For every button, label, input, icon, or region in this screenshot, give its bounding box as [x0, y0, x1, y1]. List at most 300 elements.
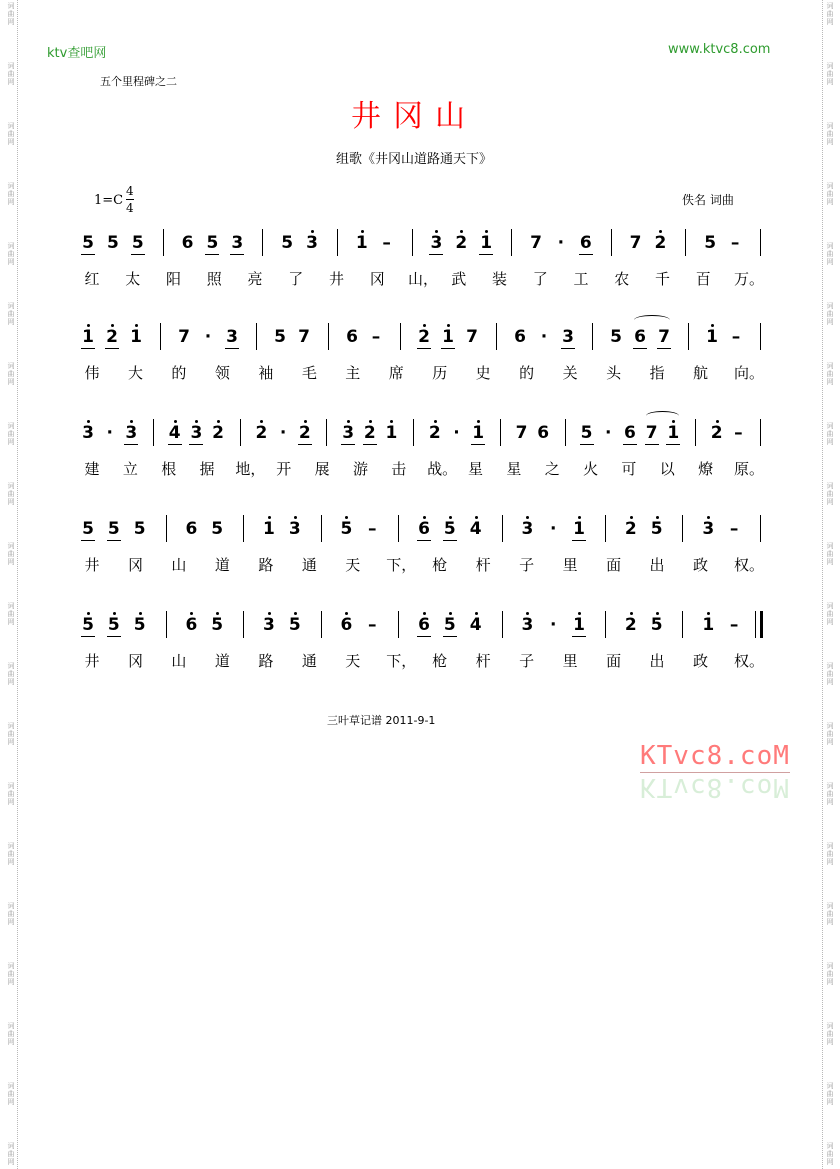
high-octave-dot: [87, 420, 90, 423]
lyric-char: 史: [475, 364, 491, 382]
lyric-char: 红: [84, 270, 100, 288]
barline: [760, 229, 761, 256]
time-signature: [126, 183, 134, 216]
note: 3: [231, 233, 244, 253]
barline: [262, 229, 263, 256]
lyric-char: 立: [122, 460, 138, 478]
barline: [413, 419, 414, 446]
note: 1: [472, 423, 485, 443]
barline: [685, 229, 686, 256]
high-octave-dot: [434, 420, 437, 423]
note: 5: [82, 233, 94, 253]
lyric-char: 路: [258, 556, 274, 574]
lyric-char: 权。: [734, 652, 765, 670]
lyric-char: 头: [606, 364, 622, 382]
margin-mark: 词 曲 网: [7, 482, 15, 506]
series-label: 五个里程碑之二: [100, 75, 177, 88]
lyric-char: 了: [532, 270, 548, 288]
high-octave-dot: [311, 230, 314, 233]
transcriber-credit: 三叶草记谱 2011-9-1: [327, 714, 436, 727]
duration-underline: [572, 540, 586, 541]
high-octave-dot: [656, 516, 659, 519]
lyric-char: 道: [214, 556, 230, 574]
lyric-char: 路: [258, 652, 274, 670]
lyric-char: 里: [562, 556, 578, 574]
lyric-char: 通: [301, 556, 317, 574]
note: 2: [710, 423, 723, 443]
margin-mark: 词 曲 网: [7, 782, 15, 806]
lyric-char: 伟: [84, 364, 100, 382]
note: 3: [125, 423, 138, 443]
lyric-char: 山: [171, 556, 187, 574]
lyric-char: 枪: [432, 556, 448, 574]
lyric-char: 可: [621, 460, 637, 478]
note: 7: [530, 233, 542, 253]
barline: [243, 515, 244, 542]
note: 5: [340, 519, 353, 539]
margin-mark: 词 曲 网: [826, 602, 834, 626]
high-octave-dot: [294, 612, 297, 615]
high-octave-dot: [304, 420, 307, 423]
margin-mark: 词 曲 网: [7, 1022, 15, 1046]
barline: [412, 229, 413, 256]
lyric-char: 建: [84, 460, 100, 478]
high-octave-dot: [294, 516, 297, 519]
high-octave-dot: [87, 324, 90, 327]
left-margin-strip: [4, 0, 18, 1169]
lyric-char: 以: [659, 460, 675, 478]
margin-mark: 词 曲 网: [826, 482, 834, 506]
note: 5: [107, 519, 120, 539]
note: ·: [453, 423, 460, 443]
margin-mark: 词 曲 网: [826, 722, 834, 746]
lyric-char: 袖: [258, 364, 274, 382]
note: 6: [514, 327, 526, 347]
margin-mark: 词 曲 网: [826, 902, 834, 926]
lyric-char: 航: [693, 364, 709, 382]
lyric-char: 里: [562, 652, 578, 670]
song-title: 井冈山: [351, 99, 477, 134]
margin-mark: 词 曲 网: [826, 62, 834, 86]
duration-underline: [443, 540, 457, 541]
note: 1: [702, 615, 715, 635]
margin-mark: 词 曲 网: [7, 302, 15, 326]
note: 6: [346, 327, 358, 347]
margin-mark: 词 曲 网: [826, 122, 834, 146]
duration-underline: [341, 444, 355, 445]
margin-mark: 词 曲 网: [826, 1022, 834, 1046]
lyric-char: 下，: [386, 556, 417, 574]
lyric-char: 游: [352, 460, 368, 478]
duration-underline: [417, 348, 431, 349]
note: 2: [624, 519, 637, 539]
note: 5: [107, 615, 120, 635]
note: 5: [704, 233, 717, 253]
note: 2: [624, 615, 637, 635]
note: 1: [385, 423, 398, 443]
lyric-char: 政: [693, 556, 709, 574]
final-barline: [760, 611, 763, 638]
note: 3: [263, 615, 275, 635]
lyric-char: 子: [519, 652, 535, 670]
note: 2: [418, 327, 430, 347]
lyric-char: 之: [544, 460, 560, 478]
lyric-char: 杆: [475, 556, 491, 574]
lyric-char: 大: [127, 364, 143, 382]
margin-mark: 词 曲 网: [7, 902, 15, 926]
duration-underline: [363, 444, 377, 445]
high-octave-dot: [174, 420, 177, 423]
barline: [760, 419, 761, 446]
note: –: [730, 233, 740, 253]
lyric-char: 冈: [369, 270, 385, 288]
margin-mark: 词 曲 网: [826, 1142, 834, 1166]
duration-underline: [298, 444, 312, 445]
margin-mark: 词 曲 网: [826, 962, 834, 986]
high-octave-dot: [449, 516, 452, 519]
lyric-char: 天: [345, 652, 361, 670]
note: 5: [82, 519, 94, 539]
barline: [166, 611, 167, 638]
duration-underline: [230, 254, 244, 255]
note: 5: [211, 519, 224, 539]
lyric-char: 下，: [386, 652, 417, 670]
lyric-char: 山: [171, 652, 187, 670]
note: 1: [573, 615, 585, 635]
high-octave-dot: [711, 324, 714, 327]
duration-underline: [107, 540, 121, 541]
margin-mark: 词 曲 网: [826, 842, 834, 866]
barline: [605, 515, 606, 542]
duration-underline: [471, 444, 485, 445]
margin-mark: 词 曲 网: [7, 542, 15, 566]
barline: [398, 611, 399, 638]
note: 5: [131, 233, 144, 253]
note: –: [729, 519, 739, 539]
note: 7: [658, 327, 670, 347]
note: –: [731, 327, 741, 347]
note: ·: [557, 233, 565, 253]
high-octave-dot: [475, 516, 478, 519]
note: 2: [455, 233, 468, 253]
lyric-char: 太: [125, 270, 141, 288]
margin-mark: 词 曲 网: [7, 62, 15, 86]
lyric-char: 通: [301, 652, 317, 670]
note: –: [371, 327, 381, 347]
margin-mark: 词 曲 网: [7, 1142, 15, 1166]
lyric-char: 子: [519, 556, 535, 574]
high-octave-dot: [139, 612, 142, 615]
barline: [755, 611, 756, 638]
note: ·: [540, 327, 548, 347]
author-credit: 佚名 词曲: [682, 193, 734, 207]
note: 4: [168, 423, 181, 443]
lyric-char: 井: [328, 270, 344, 288]
note: 7: [466, 327, 478, 347]
note: 6: [185, 615, 198, 635]
lyric-char: 天: [345, 556, 361, 574]
note: ·: [605, 423, 612, 443]
note: 4: [469, 519, 482, 539]
duration-underline: [429, 254, 443, 255]
note: 2: [255, 423, 268, 443]
margin-mark: 词 曲 网: [7, 602, 15, 626]
high-octave-dot: [87, 612, 90, 615]
lyric-char: 原。: [734, 460, 765, 478]
note: ·: [279, 423, 287, 443]
barline: [760, 323, 761, 350]
barline: [321, 611, 322, 638]
margin-mark: 词 曲 网: [7, 2, 15, 26]
margin-mark: 词 曲 网: [7, 1082, 15, 1106]
high-octave-dot: [268, 612, 271, 615]
lyric-char: 展: [314, 460, 330, 478]
note: 2: [654, 233, 667, 253]
note: 7: [629, 233, 642, 253]
duration-underline: [623, 444, 637, 445]
duration-underline: [580, 444, 594, 445]
high-octave-dot: [630, 516, 633, 519]
lyric-char: 火: [583, 460, 599, 478]
margin-mark: 词 曲 网: [7, 722, 15, 746]
note: 7: [515, 423, 528, 443]
lyric-char: 千: [654, 270, 670, 288]
note: 1: [442, 327, 454, 347]
duration-underline: [441, 348, 455, 349]
duration-underline: [131, 254, 145, 255]
note: 7: [298, 327, 310, 347]
high-octave-dot: [361, 230, 364, 233]
duration-underline: [81, 636, 95, 637]
high-octave-dot: [423, 516, 426, 519]
high-octave-dot: [113, 612, 116, 615]
note: 6: [634, 327, 646, 347]
barline: [502, 611, 503, 638]
duration-underline: [105, 348, 119, 349]
barline: [496, 323, 497, 350]
duration-underline: [579, 254, 593, 255]
duration-underline: [561, 348, 575, 349]
duration-underline: [124, 444, 138, 445]
note: 7: [645, 423, 658, 443]
note: 4: [469, 615, 482, 635]
lyric-char: 星: [468, 460, 484, 478]
note: 6: [418, 615, 430, 635]
high-octave-dot: [423, 324, 426, 327]
lyric-char: 燎: [698, 460, 714, 478]
lyric-char: 击: [391, 460, 407, 478]
lyric-char: 的: [519, 364, 535, 382]
lyric-char: 的: [171, 364, 187, 382]
note: 2: [298, 423, 311, 443]
duration-underline: [225, 348, 239, 349]
barline: [153, 419, 154, 446]
note: 5: [133, 519, 146, 539]
note: 5: [206, 233, 219, 253]
high-octave-dot: [449, 612, 452, 615]
lyric-char: 主: [345, 364, 361, 382]
lyric-char: 冈: [127, 652, 143, 670]
margin-mark: 词 曲 网: [826, 302, 834, 326]
barline: [688, 323, 689, 350]
margin-mark: 词 曲 网: [826, 782, 834, 806]
lyric-char: 了: [288, 270, 304, 288]
note: 5: [274, 327, 286, 347]
note: ·: [106, 423, 113, 443]
note: 5: [288, 615, 301, 635]
barline: [682, 611, 683, 638]
duration-underline: [572, 636, 586, 637]
note: –: [368, 615, 377, 635]
lyric-char: 开: [276, 460, 292, 478]
note: 7: [178, 327, 190, 347]
lyric-char: 席: [388, 364, 404, 382]
note: 5: [82, 615, 94, 635]
barline: [511, 229, 512, 256]
lyric-char: 向。: [734, 364, 765, 382]
note: 3: [306, 233, 318, 253]
lyric-char: 领: [214, 364, 230, 382]
margin-mark: 词 曲 网: [826, 362, 834, 386]
lyric-char: 井: [84, 652, 100, 670]
barline: [326, 419, 327, 446]
barline: [760, 515, 761, 542]
barline: [682, 515, 683, 542]
duration-underline: [81, 348, 95, 349]
barline: [695, 419, 696, 446]
note: 5: [443, 615, 456, 635]
duration-underline: [443, 636, 457, 637]
note: –: [368, 519, 377, 539]
barline: [605, 611, 606, 638]
lyric-char: 杆: [475, 652, 491, 670]
lyric-char: 装: [491, 270, 507, 288]
ktvc8-watermark-logo: [640, 742, 790, 801]
lyric-char: 面: [606, 652, 622, 670]
lyric-char: 出: [649, 556, 665, 574]
note: 1: [355, 233, 368, 253]
margin-mark: 词 曲 网: [7, 362, 15, 386]
lyric-char: 指: [649, 364, 665, 382]
note: 3: [562, 327, 574, 347]
lyric-char: 枪: [432, 652, 448, 670]
lyric-char: 出: [649, 652, 665, 670]
note: 5: [610, 327, 622, 347]
key-signature: 1=C: [94, 193, 124, 208]
note: 2: [363, 423, 376, 443]
lyric-char: 冈: [127, 556, 143, 574]
note: 3: [521, 615, 534, 635]
barline: [321, 515, 322, 542]
duration-underline: [81, 254, 95, 255]
margin-mark: 词 曲 网: [7, 422, 15, 446]
barline: [565, 419, 566, 446]
duration-underline: [666, 444, 680, 445]
duration-underline: [168, 444, 182, 445]
note: 1: [480, 233, 493, 253]
barline: [611, 229, 612, 256]
note: 2: [212, 423, 224, 443]
time-signature-top: 4: [126, 184, 134, 198]
watermark-reflection: KTvc8.coM: [640, 772, 790, 802]
barline: [166, 515, 167, 542]
barline: [328, 323, 329, 350]
note: 5: [281, 233, 294, 253]
duration-underline: [645, 444, 659, 445]
high-octave-dot: [135, 324, 138, 327]
note: 6: [185, 519, 198, 539]
lyric-char: 井: [84, 556, 100, 574]
note: 3: [430, 233, 443, 253]
note: ·: [549, 519, 557, 539]
lyric-char: 关: [562, 364, 578, 382]
note: 5: [133, 615, 146, 635]
duration-underline: [417, 636, 431, 637]
note: 5: [106, 233, 119, 253]
watermark-text: KTvc8.coM: [640, 741, 790, 771]
note: 1: [706, 327, 718, 347]
barline: [243, 611, 244, 638]
high-octave-dot: [716, 420, 719, 423]
lyric-char: 据: [199, 460, 215, 478]
duration-underline: [81, 540, 95, 541]
note: –: [729, 615, 739, 635]
high-octave-dot: [475, 612, 478, 615]
lyric-char: 照: [206, 270, 222, 288]
lyric-char: 毛: [301, 364, 317, 382]
note: ·: [204, 327, 212, 347]
margin-mark: 词 曲 网: [7, 962, 15, 986]
note: 3: [82, 423, 94, 443]
song-subtitle: 组歌《井冈山道路通天下》: [335, 152, 492, 167]
lyric-char: 工: [573, 270, 589, 288]
barline: [160, 323, 161, 350]
duration-underline: [205, 254, 219, 255]
lyric-char: 武: [451, 270, 467, 288]
note: 3: [521, 519, 534, 539]
lyric-char: 根: [161, 460, 177, 478]
note: 6: [181, 233, 194, 253]
note: 3: [342, 423, 355, 443]
lyric-char: 战。: [427, 460, 458, 478]
duration-underline: [657, 348, 671, 349]
note: 6: [624, 423, 636, 443]
margin-mark: 词 曲 网: [826, 662, 834, 686]
margin-mark: 词 曲 网: [7, 842, 15, 866]
note: –: [734, 423, 743, 443]
high-octave-dot: [369, 420, 372, 423]
lyric-char: 地，: [235, 460, 266, 478]
high-octave-dot: [656, 612, 659, 615]
note: 5: [650, 615, 663, 635]
margin-mark: 词 曲 网: [7, 122, 15, 146]
duration-underline: [479, 254, 493, 255]
lyric-char: 权。: [734, 556, 765, 574]
barline: [337, 229, 338, 256]
note: 6: [340, 615, 353, 635]
barline: [163, 229, 164, 256]
note: 1: [130, 327, 142, 347]
margin-mark: 词 曲 网: [826, 242, 834, 266]
margin-mark: 词 曲 网: [826, 182, 834, 206]
margin-mark: 词 曲 网: [7, 182, 15, 206]
time-signature-bottom: 4: [126, 201, 134, 215]
lyric-char: 道: [214, 652, 230, 670]
note: 3: [702, 519, 715, 539]
barline: [400, 323, 401, 350]
lyric-char: 山，: [408, 270, 439, 288]
note: ·: [549, 615, 557, 635]
